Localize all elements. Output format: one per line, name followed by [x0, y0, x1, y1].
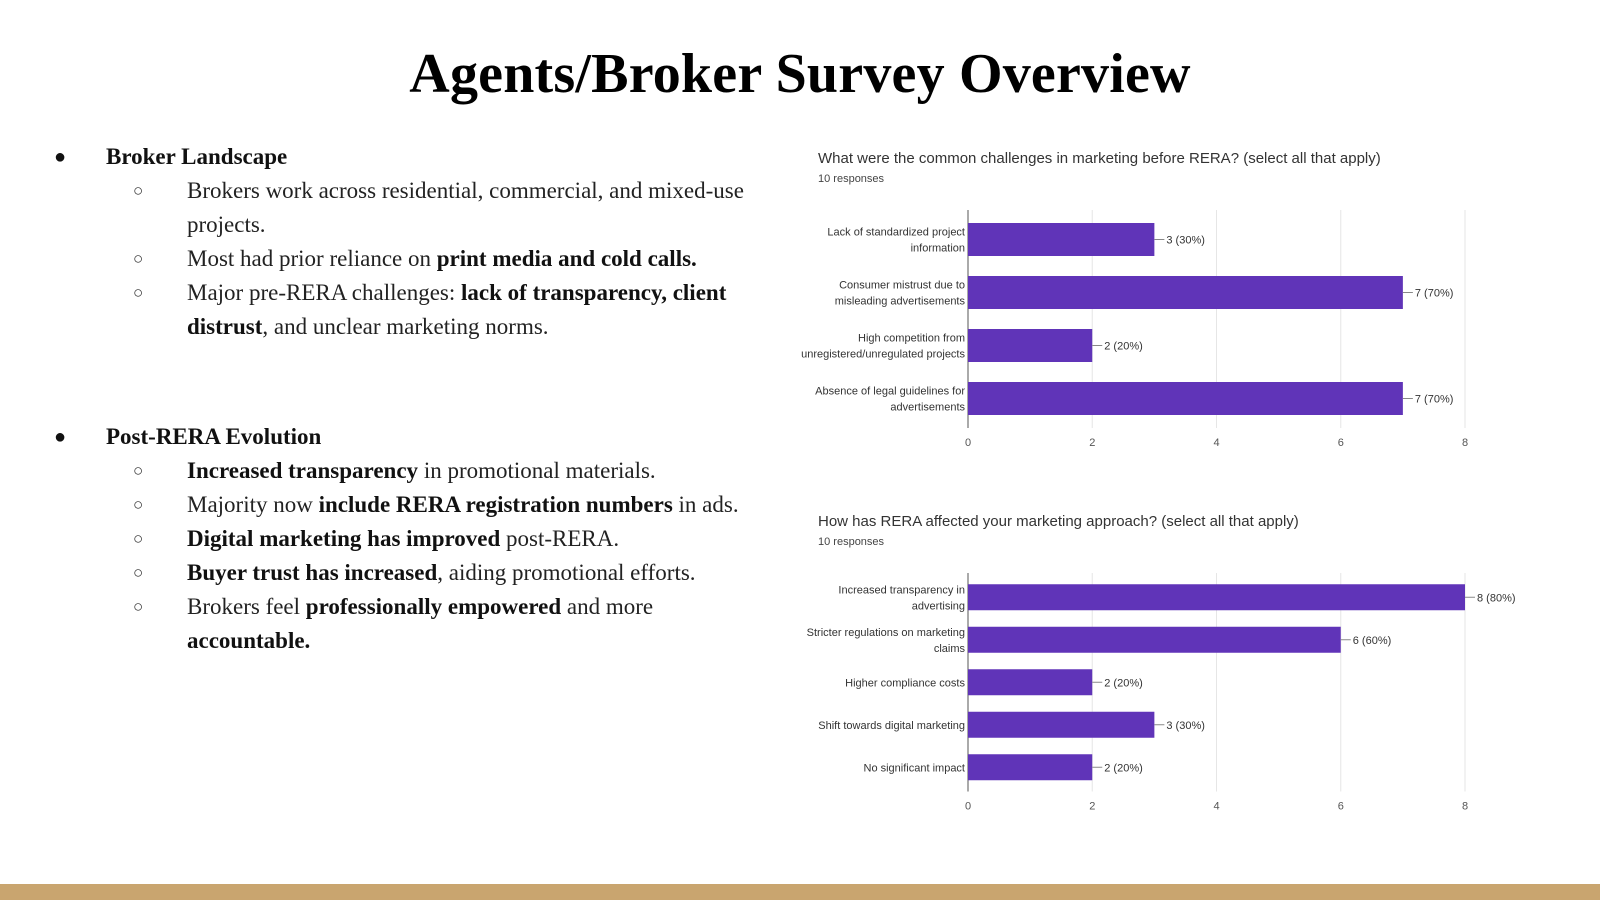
bullet-circle-icon: ○ [133, 283, 144, 302]
text: and more [561, 594, 654, 619]
chart-response-count: 10 responses [818, 536, 885, 548]
bold-text: include RERA registration numbers [318, 492, 673, 517]
bullet-item [50, 242, 750, 276]
bullet-item [50, 276, 750, 344]
category-label: advertisements [890, 401, 965, 414]
data-label: 6 (60%) [1352, 634, 1392, 647]
bold-text: professionally empowered [305, 594, 562, 619]
bar-chart-svg [780, 205, 1570, 450]
bullet-circle-icon: ○ [133, 529, 144, 548]
category-label: misleading advertisements [834, 295, 965, 308]
x-tick-label: 4 [1213, 800, 1220, 813]
bar [968, 669, 1092, 695]
bullet-item [50, 454, 750, 488]
bullet-item [50, 488, 750, 522]
bar-chart-svg [780, 573, 1570, 818]
category-label: unregistered/unregulated projects [801, 348, 965, 361]
bullet-circle-icon: ○ [133, 563, 144, 582]
category-label: Higher compliance costs [845, 677, 965, 690]
bullet-circle-icon: ○ [133, 461, 144, 480]
chart-rera-effect [780, 513, 1570, 813]
data-label: 7 (70%) [1414, 393, 1454, 406]
bar [968, 329, 1092, 362]
bullet-item [50, 174, 750, 242]
x-tick-label: 8 [1461, 800, 1469, 813]
text: Major pre-RERA challenges: [187, 280, 462, 305]
data-label: 3 (30%) [1166, 234, 1205, 247]
chart-title: How has RERA affected your marketing approach? (select all that apply) [818, 513, 1299, 530]
section-heading [50, 420, 750, 454]
category-label: information [910, 242, 965, 255]
x-tick-label: 4 [1213, 437, 1220, 449]
category-label: advertising [911, 600, 965, 613]
bullet-dot-icon: ● [54, 426, 67, 448]
bar [968, 584, 1465, 610]
data-label: 3 (30%) [1166, 719, 1205, 732]
bullet-circle-icon: ○ [133, 249, 144, 268]
bold-text: Buyer trust has increased [187, 560, 438, 585]
bullet-circle-icon: ○ [133, 597, 144, 616]
chart-title: What were the common challenges in marketing before RERA? (select all that apply) [818, 150, 1381, 167]
text: Majority now [187, 492, 319, 517]
x-tick-label: 2 [1089, 437, 1096, 449]
bullet-circle-icon: ○ [133, 181, 144, 200]
text: Most had prior reliance on [187, 246, 437, 271]
bold-text: accountable. [187, 628, 311, 653]
bullet-list [50, 454, 750, 658]
category-label: Shift towards digital marketing [818, 719, 965, 732]
section-post-rera [50, 420, 750, 658]
bullet-list [50, 174, 750, 344]
text: in promotional materials. [418, 458, 656, 483]
text: Brokers work across residential, commercial, and mixed-use projects. [187, 178, 744, 237]
bar [968, 712, 1154, 738]
data-label: 2 (20%) [1104, 677, 1143, 690]
bar [968, 627, 1341, 653]
bar [968, 382, 1403, 415]
category-label: High competition from [858, 332, 965, 345]
text: , aiding promotional efforts. [437, 560, 696, 585]
x-tick-label: 2 [1089, 800, 1096, 813]
slide-title: Agents/Broker Survey Overview [409, 43, 1191, 105]
heading-text: Post-RERA Evolution [106, 424, 322, 449]
bold-text: Digital marketing has improved [187, 526, 501, 551]
x-tick-label: 8 [1461, 437, 1469, 449]
x-tick-label: 6 [1337, 437, 1344, 449]
section-heading [50, 140, 750, 174]
x-tick-label: 0 [964, 437, 972, 449]
bullet-item [50, 556, 750, 590]
bullet-item [50, 590, 750, 658]
text: , and unclear marketing norms. [262, 314, 549, 339]
chart-response-count: 10 responses [818, 173, 885, 185]
footer-bar [0, 884, 1600, 900]
text: post-RERA. [500, 526, 620, 551]
category-label: No significant impact [863, 762, 965, 775]
category-label: Consumer mistrust due to [839, 279, 965, 292]
heading-text: Broker Landscape [106, 144, 288, 169]
bullet-circle-icon: ○ [133, 495, 144, 514]
category-label: Lack of standardized project [827, 226, 965, 239]
text: in ads. [672, 492, 739, 517]
section-broker-landscape [50, 140, 750, 344]
bold-text: print media and cold calls. [436, 246, 697, 271]
bold-text: lack of transparency, client distrust [187, 280, 727, 339]
bold-text: Increased transparency [187, 458, 419, 483]
category-label: Increased transparency in [838, 584, 965, 597]
bar [968, 276, 1403, 309]
data-label: 7 (70%) [1414, 287, 1454, 300]
bar [968, 223, 1154, 256]
bullet-item [50, 522, 750, 556]
chart-pre-rera-challenges [780, 150, 1570, 450]
x-tick-label: 0 [964, 800, 972, 813]
bullet-dot-icon: ● [54, 146, 67, 168]
bar [968, 754, 1092, 780]
x-tick-label: 6 [1337, 800, 1344, 813]
data-label: 8 (80%) [1477, 592, 1516, 605]
data-label: 2 (20%) [1104, 762, 1143, 775]
data-label: 2 (20%) [1104, 340, 1143, 353]
category-label: Stricter regulations on marketing [806, 626, 965, 639]
category-label: claims [933, 642, 965, 655]
category-label: Absence of legal guidelines for [815, 385, 965, 398]
text: Brokers feel [187, 594, 306, 619]
